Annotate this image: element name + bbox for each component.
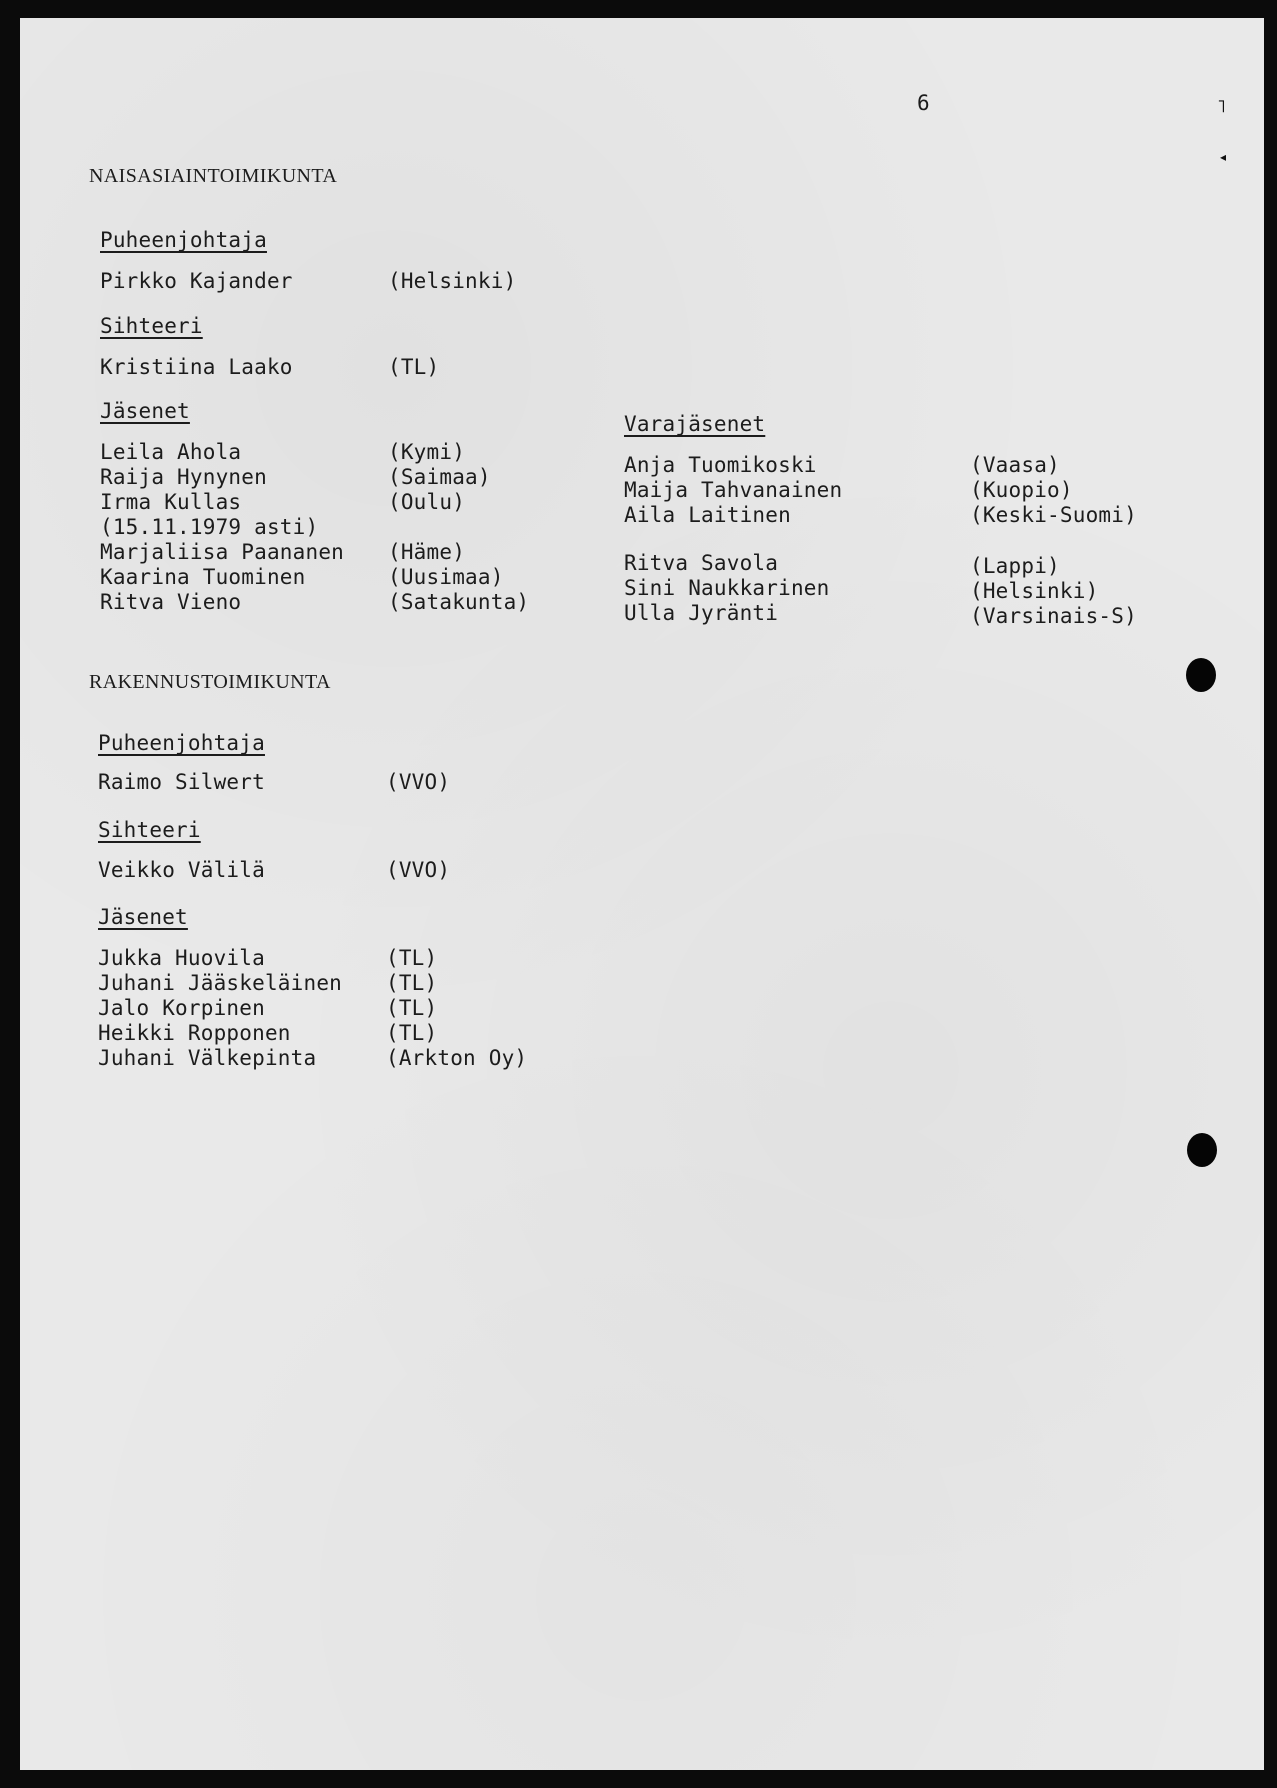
naisasia-secretary-heading: Sihteeri bbox=[100, 314, 203, 338]
rakennus-members-heading: Jäsenet bbox=[98, 905, 188, 929]
member-name: Juhani Välkepinta bbox=[98, 1046, 317, 1070]
naisasia-secretary-org: (TL) bbox=[388, 355, 440, 379]
document-page bbox=[20, 18, 1264, 1770]
naisasia-chair-org: (Helsinki) bbox=[388, 269, 517, 293]
member-name: Leila Ahola bbox=[100, 440, 242, 464]
deputy-name: Anja Tuomikoski bbox=[624, 453, 817, 477]
member-org: (TL) bbox=[386, 971, 438, 995]
rakennus-secretary-name: Veikko Välilä bbox=[98, 858, 265, 882]
member-name: Heikki Ropponen bbox=[98, 1021, 291, 1045]
rakennus-secretary-heading: Sihteeri bbox=[98, 818, 201, 842]
member-note: (15.11.1979 asti) bbox=[100, 515, 319, 539]
member-org: (TL) bbox=[386, 996, 438, 1020]
rakennus-secretary-org: (VVO) bbox=[386, 858, 451, 882]
member-org: (Satakunta) bbox=[388, 590, 530, 614]
corner-mark-small: ◂ bbox=[1220, 150, 1227, 164]
member-name: Raija Hynynen bbox=[100, 465, 267, 489]
naisasia-chair-name: Pirkko Kajander bbox=[100, 269, 293, 293]
member-name: Ritva Vieno bbox=[100, 590, 242, 614]
rakennus-chair-heading: Puheenjohtaja bbox=[98, 731, 265, 755]
deputy-org: (Vaasa) bbox=[970, 453, 1060, 477]
member-org: (Oulu) bbox=[388, 490, 466, 514]
deputy-name: Aila Laitinen bbox=[624, 503, 791, 527]
member-org: (Kymi) bbox=[388, 440, 466, 464]
member-name: Jalo Korpinen bbox=[98, 996, 265, 1020]
member-org: (Arkton Oy) bbox=[386, 1046, 528, 1070]
naisasia-members-heading: Jäsenet bbox=[100, 399, 190, 423]
member-org: (TL) bbox=[386, 1021, 438, 1045]
rakennus-chair-name: Raimo Silwert bbox=[98, 770, 265, 794]
deputy-org: (Kuopio) bbox=[970, 478, 1073, 502]
deputy-org: (Lappi) bbox=[970, 554, 1060, 578]
section-title-naisasia: NAISASIAINTOIMIKUNTA bbox=[89, 165, 338, 187]
member-name: Jukka Huovila bbox=[98, 946, 265, 970]
punch-hole-bottom bbox=[1187, 1133, 1217, 1167]
section-title-rakennus: RAKENNUSTOIMIKUNTA bbox=[89, 671, 331, 693]
member-org: (Uusimaa) bbox=[388, 565, 504, 589]
deputy-name: Ulla Jyränti bbox=[624, 601, 779, 625]
member-org: (Häme) bbox=[388, 540, 466, 564]
member-org: (Saimaa) bbox=[388, 465, 491, 489]
corner-mark: ˥ bbox=[1217, 96, 1226, 117]
member-name: Kaarina Tuominen bbox=[100, 565, 306, 589]
deputy-org: (Keski-Suomi) bbox=[970, 503, 1137, 527]
deputy-name: Sini Naukkarinen bbox=[624, 576, 830, 600]
member-name: Marjaliisa Paananen bbox=[100, 540, 345, 564]
naisasia-secretary-name: Kristiina Laako bbox=[100, 355, 293, 379]
deputy-org: (Helsinki) bbox=[970, 579, 1099, 603]
naisasia-deputies-heading: Varajäsenet bbox=[624, 412, 766, 436]
deputy-name: Maija Tahvanainen bbox=[624, 478, 843, 502]
member-name: Irma Kullas bbox=[100, 490, 242, 514]
member-org: (TL) bbox=[386, 946, 438, 970]
deputy-name: Ritva Savola bbox=[624, 551, 779, 575]
naisasia-chair-heading: Puheenjohtaja bbox=[100, 228, 267, 252]
rakennus-chair-org: (VVO) bbox=[386, 770, 451, 794]
page-number: 6 bbox=[917, 91, 930, 115]
punch-hole-top bbox=[1186, 658, 1216, 692]
member-name: Juhani Jääskeläinen bbox=[98, 971, 343, 995]
deputy-org: (Varsinais-S) bbox=[970, 604, 1137, 628]
